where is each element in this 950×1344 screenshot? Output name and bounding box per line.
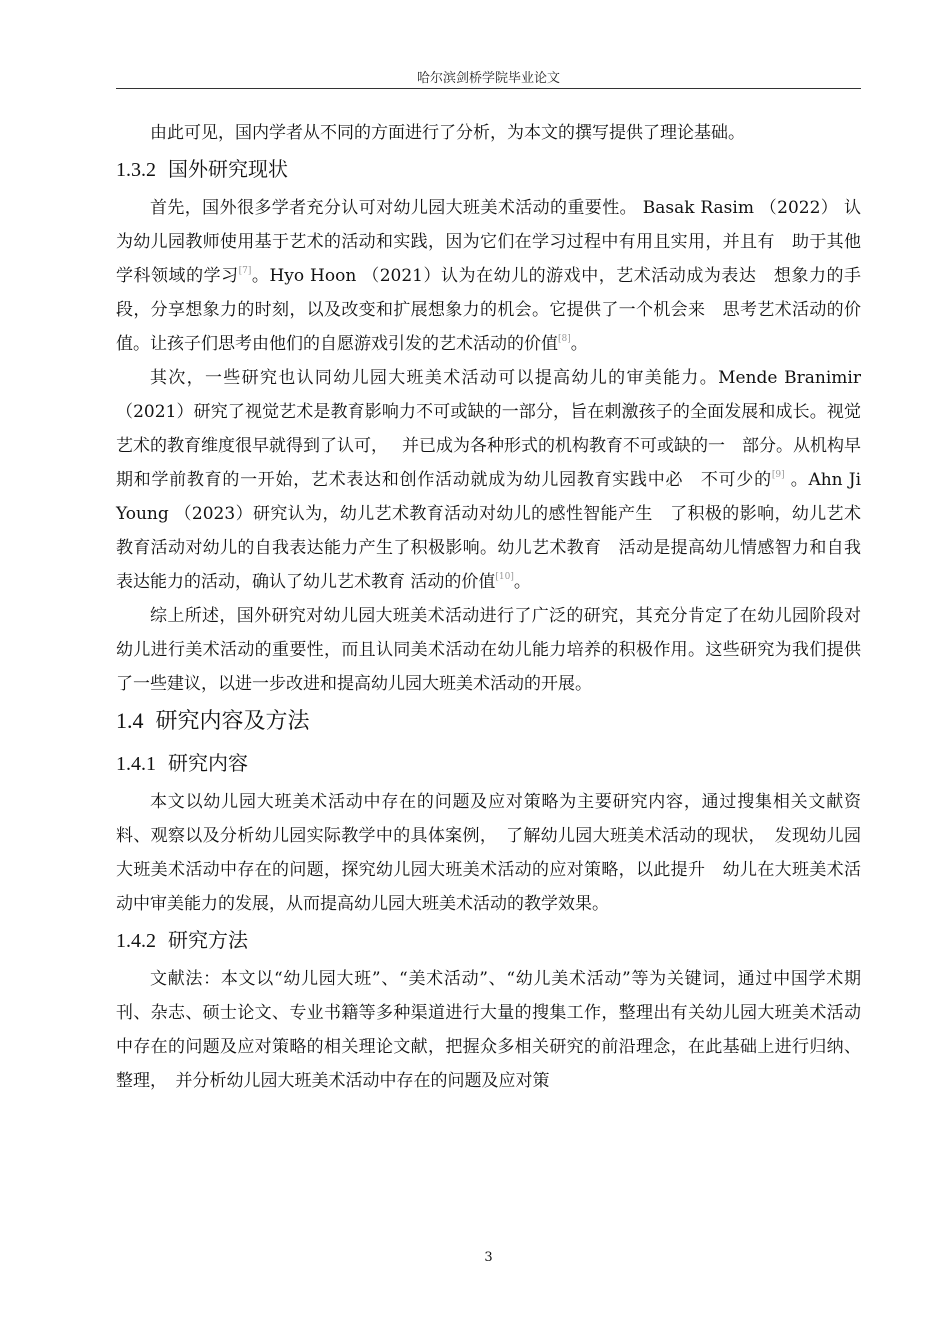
text-run: 其次，一些研究也认同幼儿园大班美术活动可以提高幼儿的审美能力。Mende Branimir（2021）研究了视觉艺术是教育影响力不可或缺的一部分，旨在刺激孩子的全面发展和成长。视觉艺术的教育维度很早就得到了认可， 并已成为各种形式的机构教育不可或缺的一 部分。从机构早期和学前教育的一开始，艺术表达和创作活动就成为幼儿园教育实践中必 不可少的 (116, 368, 861, 490)
section-title: 国外研究现状 (168, 157, 288, 181)
page-number: 3 (484, 1250, 493, 1265)
running-header: 哈尔滨剑桥学院毕业论文 (416, 71, 560, 86)
page-body (116, 116, 861, 1098)
section-number: 1.3.2 (116, 159, 156, 181)
paragraph-literature-method: 文献法：本文以“幼儿园大班”、“美术活动”、“幼儿美术活动”等为关键词，通过中国学术期刊、杂志、硕士论文、专业书籍等多种渠道进行大量的搜集工作，整理出有关幼儿园大班美术活动中存在的问题及应对策略的相关理论文献，把握众多相关研究的前沿理念，在此基础上进行归纳、整理， 并分析幼儿园大班美术活动中存在的问题及应对策 (116, 969, 861, 1091)
text-run: 。 (513, 572, 531, 592)
paragraph-conclusion-domestic: 由此可见，国内学者从不同的方面进行了分析，为本文的撰写提供了理论基础。 (150, 123, 745, 143)
text-run: 。Ahn Ji Young （2023）研究认为，幼儿艺术教育活动对幼儿的感性智能产生 了积极的影响，幼儿艺术教育活动对幼儿的自我表达能力产生了积极影响。幼儿艺术教育 活动是提高幼儿情感智力和自我表达能力的活动，确认了幼儿艺术教育 活动的价值 (116, 470, 862, 592)
section-heading-1-4-1 (116, 744, 861, 785)
paragraph-foreign-summary: 综上所述，国外研究对幼儿园大班美术活动进行了广泛的研究，其充分肯定了在幼儿园阶段对幼儿进行美术活动的重要性，而且认同美术活动在幼儿能力培养的积极作用。这些研究为我们提供了一些建议，以进一步改进和提高幼儿园大班美术活动的开展。 (116, 606, 861, 694)
section-number: 1.4 (116, 708, 144, 733)
header-rule (116, 88, 861, 89)
paragraph-foreign-1 (116, 191, 861, 361)
section-heading-1-3-2 (116, 150, 861, 191)
section-number: 1.4.2 (116, 930, 156, 952)
section-heading-1-4 (116, 701, 861, 744)
section-title: 研究方法 (168, 928, 248, 952)
section-number: 1.4.1 (116, 753, 156, 775)
section-heading-1-4-2 (116, 921, 861, 962)
text-run: 。Hyo Hoon （2021）认为在幼儿的游戏中，艺术活动成为表达 想象力的手段，分享想象力的时刻，以及改变和扩展想象力的机会。它提供了一个机会来 思考艺术活动的价值。让孩子们思考由他们的自愿游戏引发的艺术活动的价值 (116, 266, 862, 354)
text-run: 。 (570, 334, 588, 354)
section-title: 研究内容及方法 (155, 709, 310, 734)
citation-10[interactable]: [10] (495, 572, 514, 582)
citation-7[interactable]: [7] (238, 266, 252, 276)
paragraph-foreign-2 (116, 361, 861, 599)
citation-9[interactable]: [9] (771, 470, 785, 480)
section-title: 研究内容 (168, 751, 248, 775)
citation-8[interactable]: [8] (558, 334, 571, 344)
text-run: 首先，国外很多学者充分认可对幼儿园大班美术活动的重要性。 Basak Rasim （2022） 认为幼儿园教师使用基于艺术的活动和实践，因为它们在学习过程中有用且实用，并且有 助于其他学科领域的学习 (116, 198, 861, 286)
paragraph-research-content: 本文以幼儿园大班美术活动中存在的问题及应对策略为主要研究内容，通过搜集相关文献资料、观察以及分析幼儿园实际教学中的具体案例， 了解幼儿园大班美术活动的现状， 发现幼儿园大班美术活动中存在的问题，探究幼儿园大班美术活动的应对策略，以此提升 幼儿在大班美术活动中审美能力的发展，从而提高幼儿园大班美术活动的教学效果。 (116, 792, 861, 914)
